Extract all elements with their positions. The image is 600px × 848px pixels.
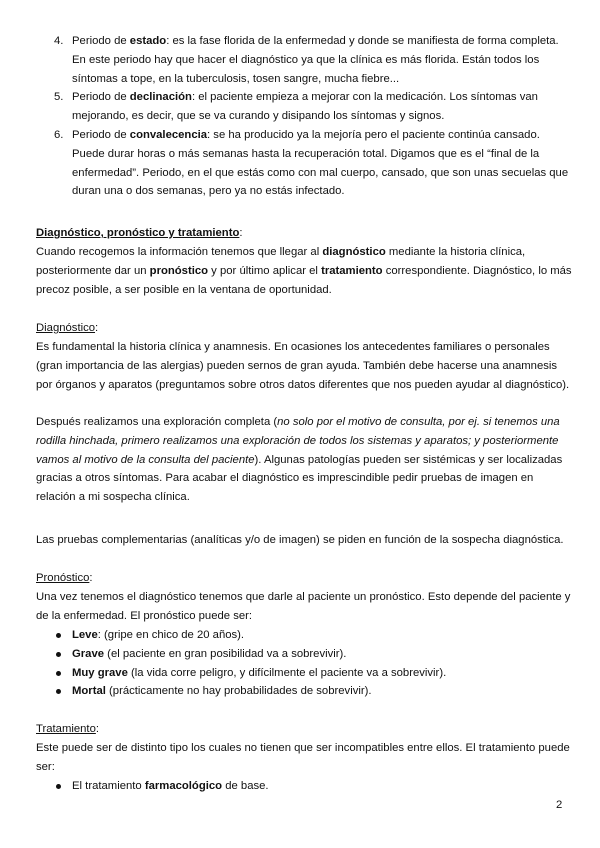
paragraph-line: Cuando recogemos la información tenemos que llegar al diagnóstico mediante la historia clínica, [36, 246, 526, 258]
bullet-item: Grave (el paciente en gran posibilidad va a sobrevivir). [72, 647, 347, 660]
paragraph-line: vamos al motivo de la consulta del paciente). Algunas patologías pueden ser sistémicas y ser localizadas [36, 453, 563, 466]
bold-term: diagnóstico [322, 246, 386, 258]
section-heading-tratamiento-text: Tratamiento [36, 723, 96, 735]
list-item-line: Periodo de estado: es la fase florida de la enfermedad y donde se manifiesta de forma completa. [72, 35, 559, 47]
bold-term: Muy grave [72, 666, 128, 679]
section-heading-pronostico-text: Pronóstico [36, 572, 90, 584]
bold-term: declinación [129, 91, 192, 104]
bold-term: Leve [72, 629, 98, 641]
section-heading-dpt-text: Diagnóstico, pronóstico y tratamiento [36, 227, 240, 239]
bold-term: Mortal [72, 685, 106, 698]
bold-term: convalecencia [129, 129, 208, 141]
italic-text: vamos al motivo de la consulta del paciente [36, 453, 255, 466]
list-item-line: Periodo de convalecencia: se ha producido ya la mejoría pero el paciente continúa cansado. [72, 129, 540, 141]
list-number: 6. [54, 129, 64, 141]
section-heading-pronostico: Pronóstico: [36, 572, 93, 584]
section-heading-diagnostico-text: Diagnóstico [36, 322, 96, 334]
bullet-item: Leve: (gripe en chico de 20 años). [72, 629, 245, 641]
list-item-line: mejorando, es decir, que se va curando y disipando los síntomas y signos. [72, 110, 445, 123]
list-number: 4. [54, 35, 64, 47]
paragraph-line: Este puede ser de distinto tipo los cuales no tienen que ser incompatibles entre ellos. El tratamiento puede [36, 742, 570, 754]
paragraph-line: ser: [36, 760, 55, 773]
list-item-line: síntomas a tope, en la tuberculosis, tosen sangre, mucha fiebre... [72, 72, 400, 85]
italic-text: no solo por el motivo de consulta, por ej. si tenemos una [277, 416, 560, 428]
list-item-line: enfermedad”. Periodo, en el que estás como con mal cuerpo, cansado, que son unas secuelas que [72, 166, 569, 179]
bullet-item: Muy grave (la vida corre peligro, y difícilmente el paciente va a sobrevivir). [72, 666, 447, 679]
bold-term: tratamiento [321, 264, 383, 277]
paragraph-line: relación a mi sospecha clínica. [36, 491, 190, 504]
paragraph-line: Después realizamos una exploración completa (no solo por el motivo de consulta, por ej. si tenemos una [36, 416, 560, 428]
list-item-line: duran una o dos semanas, pero ya no estás infectado. [72, 185, 345, 198]
page-number: 2 [556, 799, 563, 811]
paragraph-line: (gran importancia de las alergias) pueden sernos de gran ayuda. También debe hacerse una anamnesis [36, 359, 558, 372]
paragraph-line: gracias a otros síntomas. Para acabar el diagnóstico es imprescindible pedir pruebas de imagen en [36, 472, 534, 485]
section-heading-tratamiento: Tratamiento: [36, 723, 99, 735]
bullet-item: El tratamiento farmacológico de base. [72, 780, 269, 792]
bold-term: estado [129, 35, 167, 47]
section-heading-dpt: Diagnóstico, pronóstico y tratamiento: [36, 227, 243, 239]
bullet-item: Mortal (prácticamente no hay probabilidades de sobrevivir). [72, 685, 372, 698]
paragraph-line: Una vez tenemos el diagnóstico tenemos que darle al paciente un pronóstico. Esto depende del paciente y [36, 591, 571, 603]
italic-text: rodilla hinchada, primero realizamos una exploración de todos los sistemas y aparatos; y posteriormente [36, 434, 559, 447]
list-number: 5. [54, 91, 64, 104]
bullet-dot [56, 689, 61, 694]
bold-term: Grave [72, 647, 105, 660]
list-item-line: En este periodo hay que hacer el diagnóstico ya que la clínica es más florida. Están todos los [72, 53, 540, 66]
bullet-dot [56, 671, 61, 676]
bullet-dot [56, 784, 61, 789]
paragraph-line: de la enfermedad. El pronóstico puede ser: [36, 609, 253, 622]
paragraph-line: Las pruebas complementarias (analíticas y/o de imagen) se piden en función de la sospecha diagnóstica. [36, 534, 564, 546]
bullet-dot [56, 652, 61, 657]
paragraph-line: precoz posible, a ser posible en la ventana de oportunidad. [36, 283, 332, 296]
paragraph-line: por órganos y aparatos (preguntamos sobre otros datos diferentes que nos pueden ayudar al diagnóstico). [36, 378, 570, 391]
list-item-line: Puede durar horas o más semanas hasta la recuperación total. Digamos que es el “final de la [72, 147, 540, 160]
list-item-line: Periodo de declinación: el paciente empieza a mejorar con la medicación. Los síntomas van [72, 91, 538, 104]
bullet-dot [56, 633, 61, 638]
paragraph-line: posteriormente dar un pronóstico y por último aplicar el tratamiento correspondiente. Diagnóstico, lo más [36, 264, 572, 277]
section-heading-diagnostico: Diagnóstico: [36, 322, 99, 334]
bold-term: pronóstico [149, 264, 209, 277]
paragraph-line: Es fundamental la historia clínica y anamnesis. En ocasiones los antecedentes familiares o personales [36, 341, 550, 353]
paragraph-line [36, 434, 558, 448]
bold-term: farmacológico [144, 780, 223, 792]
